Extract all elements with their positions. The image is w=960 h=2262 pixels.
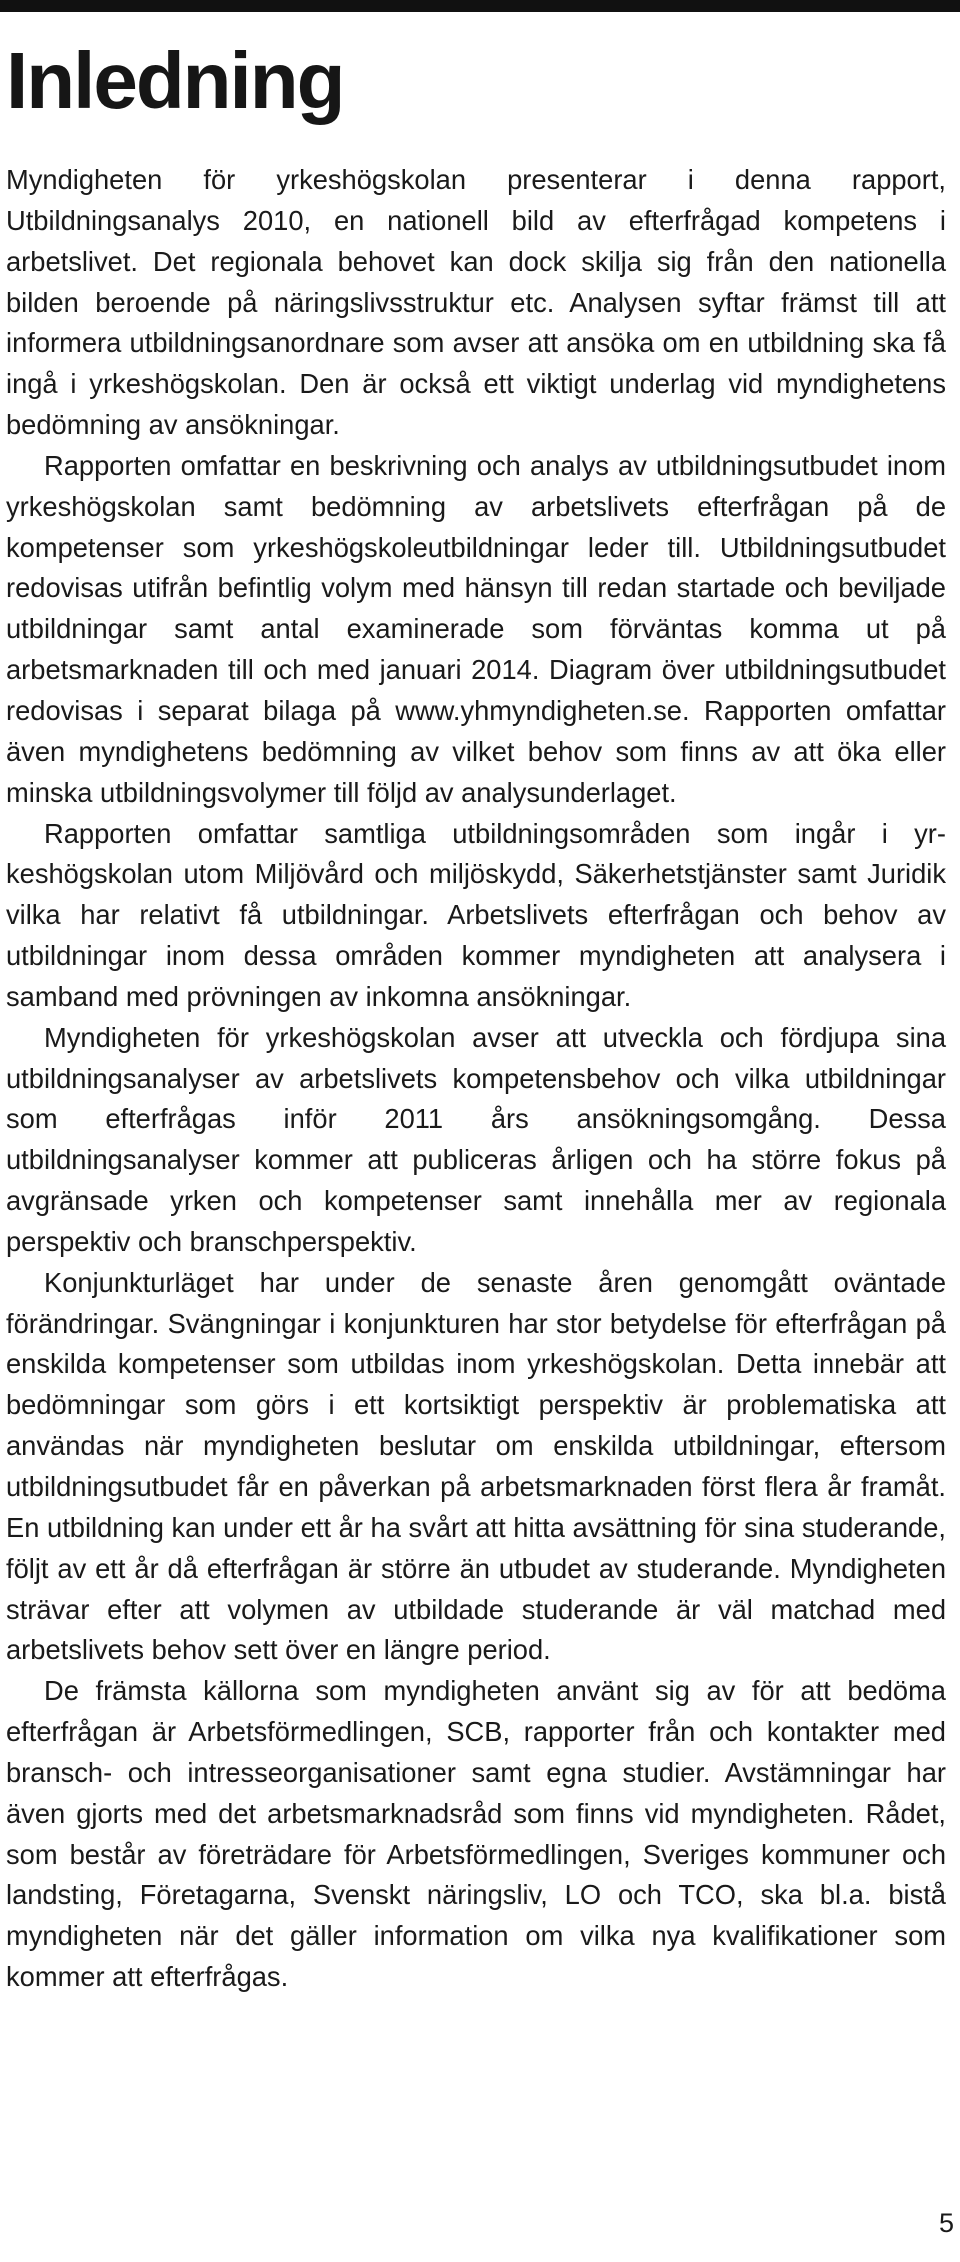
paragraph-1: Myndigheten för yrkeshögskolan presenterar i denna rapport, Utbildningsanalys 2010, en nationell bild av efterfrågad kompetens i arbetslivet. Det regionala behovet kan dock skilja sig från den nationella bilden beroende på näringslivsstruktur etc. Analysen syftar främst till att informera utbildningsanordnare som avser att ansöka om en utbildning ska få ingå i yrkeshögskolan. Den är också ett viktigt underlag vid myndighetens bedömning av ansökningar. bbox=[6, 164, 946, 441]
paragraph-5: Konjunkturläget har under de senaste åren genomgått oväntade förändringar. Svängningar i konjunkturen har stor betydelse för efterfrågan på enskilda kompetenser som utbildas inom yrkeshögskolan. Detta innebär att bedömningar som görs i ett kortsiktigt perspektiv är problematiska att användas när myndigheten beslutar om enskilda utbildningar, eftersom utbildningsutbudet får en påverkan på arbetsmarknaden först flera år framåt. En utbildning kan under ett år ha svårt att hitta avsättning för sina studerande, följt av ett år då efterfrågan är större än utbudet av studerande. Myndigheten strävar efter att volymen av utbildade studerande är väl matchad med arbetslivets behov sett över en längre period. bbox=[6, 1266, 946, 1666]
page-number: 5 bbox=[938, 2208, 954, 2238]
paragraph-4: Myndigheten för yrkeshögskolan avser att utveckla och fördjupa sina utbildningsanalyser av arbetslivets kompetensbehov och vilka utbildningar som efterfrågas inför 2011 års ansökningsomgång. Dessa utbildningsanalyser kommer att publiceras årligen och ha större fokus på avgränsade yrken och kompetenser samt innehålla mer av regionala perspektiv och branschperspektiv. bbox=[6, 1021, 946, 1257]
body-text bbox=[6, 160, 946, 1998]
paragraph-2: Rapporten omfattar en beskrivning och analys av utbildningsutbudet inom yrkeshögskolan samt bedömning av arbetslivets efterfrågan på de kompetenser som yrkeshögskoleutbildningar leder till. Utbildningsutbudet redovisas utifrån befintlig volym med hänsyn till redan startade och beviljade utbildningar samt antal examinerade som förväntas komma ut på arbetsmarknaden till och med januari 2014. Diagram över utbildningsutbudet redovisas i separat bilaga på www.yhmyndigheten.se. Rapporten omfattar även myndighetens bedömning av vilket behov som finns av att öka eller minska utbildningsvolymer till följd av analysunderlaget. bbox=[6, 449, 946, 808]
paragraph-3: Rapporten omfattar samtliga utbildningsområden som ingår i yrkeshögskolan utom Miljövård och miljöskydd, Säkerhetstjänster samt Juridik vilka har relativt få utbildningar. Arbetslivets efterfrågan och behov av utbildningar inom dessa områden kommer myndigheten att analysera i samband med prövningen av inkomna ansökningar. bbox=[6, 817, 946, 1012]
paragraph-6: De främsta källorna som myndigheten använt sig av för att bedöma efterfrågan är Arbetsförmedlingen, SCB, rapporter från och kontakter med bransch- och intresseorganisationer samt egna studier. Avstämningar har även gjorts med det arbetsmarknadsråd som finns vid myndigheten. Rådet, som består av företrädare för Arbetsförmedlingen, Sveriges kommuner och landsting, Företagarna, Svenskt näringsliv, LO och TCO, ska bl.a. bistå myndigheten när det gäller information om vilka nya kvalifikationer som kommer att efterfrågas. bbox=[6, 1675, 946, 1993]
page-heading: Inledning bbox=[6, 36, 344, 125]
